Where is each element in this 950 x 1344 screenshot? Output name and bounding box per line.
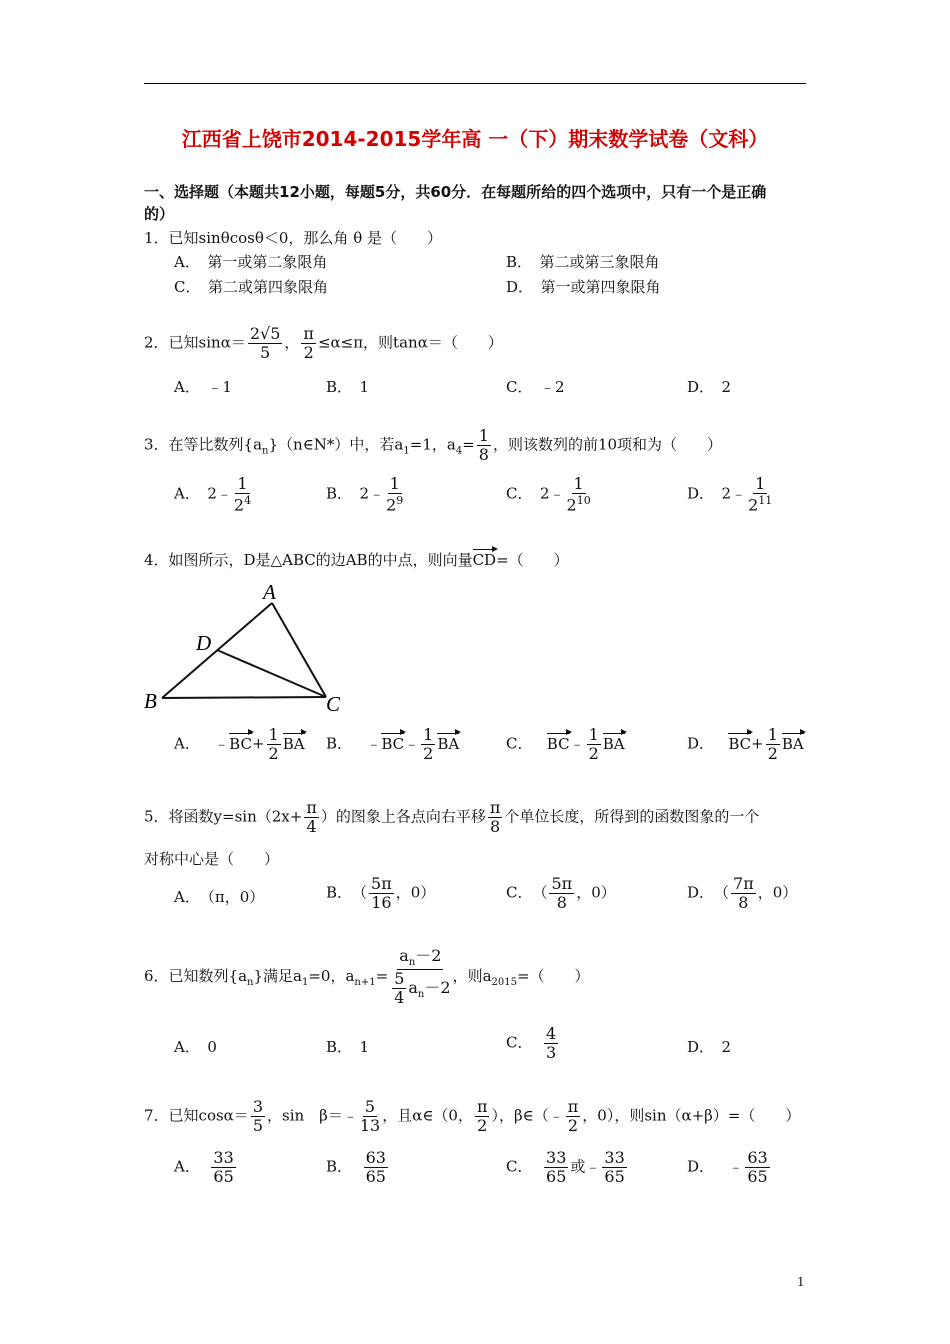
page-title: 江西省上饶市2014-2015学年高 一（下）期末数学试卷（文科）: [181, 127, 769, 151]
q3-sub-n: n: [262, 445, 269, 457]
q2-frac2-den: 2: [303, 343, 314, 362]
q4-c-label: C．: [506, 734, 533, 753]
q2-frac2-num: π: [303, 324, 314, 343]
q7-frac2-num: 5: [364, 1097, 376, 1116]
vertex-c-label: C: [326, 692, 341, 716]
section-heading-line1: 一、选择题（本题共12小题，每题5分，共60分．在每题所给的四个选项中，只有一个是正确: [144, 183, 767, 201]
q7-b-label: B．: [326, 1157, 353, 1176]
q4-option-b: [326, 727, 459, 762]
q7-frac4-num: π: [567, 1097, 579, 1116]
q7-option-c: [506, 1150, 629, 1185]
q7-option-d: [687, 1150, 772, 1185]
q4-d-plus: +: [751, 734, 764, 753]
q2-prefix: 2．已知sinα＝: [144, 333, 246, 352]
q4-b-minus2: ﹣: [404, 734, 420, 753]
q7-d-frac: [745, 1150, 769, 1185]
q5-mid: ）的图象上各点向右平移: [320, 807, 486, 826]
q6-sub-n1: n+1: [354, 977, 376, 989]
q3-a-exp: 4: [244, 494, 252, 507]
q7-c-num: 33: [546, 1148, 567, 1167]
q5-d-frac: [731, 876, 756, 911]
q3-b-exp: 9: [396, 494, 404, 507]
q5-c-den: 8: [556, 893, 567, 912]
q2-option-d: D． 2: [687, 378, 732, 396]
q7-frac2-den: 13: [359, 1116, 381, 1135]
q4-d-vec-bc: BC: [728, 734, 752, 753]
q4-a-half-num: 1: [268, 725, 279, 744]
q3-b-num: 1: [389, 474, 400, 493]
q7-frac3: [475, 1099, 490, 1134]
q6-num-rest: －2: [415, 946, 442, 965]
q3-d-den: [748, 494, 772, 513]
q2-option-c: C． ﹣2: [506, 378, 565, 396]
q7-c-den: 65: [546, 1167, 567, 1186]
q1-stem: 1．已知sinθcosθ＜0，那么角 θ 是（ ）: [144, 229, 443, 247]
q1-option-b: B． 第二或第三象限角: [506, 253, 660, 271]
q3-b-den: [386, 494, 403, 513]
q2-sep: ，: [284, 333, 300, 352]
q4-prefix: 4．如图所示，D是△ABC的边AB的中点，则向量: [144, 551, 473, 569]
q4-option-a: [174, 727, 305, 762]
q5-stem-line2: 对称中心是（ ）: [144, 850, 280, 868]
q3-a-frac: [234, 476, 251, 513]
q3-frac-den: 8: [478, 445, 489, 464]
q7-c-frac: [544, 1150, 568, 1185]
q4-vector-cd: CD: [472, 551, 497, 569]
q7-mid1: ，sin β＝﹣: [267, 1106, 358, 1125]
q6-sub-n: n: [247, 977, 254, 989]
q2-option-a: A． ﹣1: [174, 378, 232, 396]
q2-option-b: B． 1: [326, 378, 370, 396]
side-bc: [162, 697, 326, 698]
q6-rec-den: [390, 970, 450, 1006]
q6-den-coef: [392, 971, 406, 1006]
q6-num-a: a: [399, 946, 409, 965]
q5-option-a: A． （π，0）: [174, 888, 265, 906]
q3-option-a: [174, 476, 253, 513]
q3-mid2: =1，a: [409, 435, 456, 454]
q6-sub-2015: 2015: [491, 977, 517, 989]
q7-option-a: [174, 1150, 238, 1185]
page-number: 1: [797, 1275, 805, 1289]
q6-rec-num: [397, 948, 443, 970]
q4-b-half: [421, 727, 435, 762]
q3-c-pre: C． 2﹣: [506, 484, 565, 503]
q4-d-half: [766, 727, 780, 762]
q4-b-half-num: 1: [423, 725, 434, 744]
q5-b-label: B． （: [326, 883, 368, 902]
vertex-d-label: D: [196, 631, 212, 655]
q3-a-den: [234, 494, 251, 513]
q5-b-num: 5π: [371, 874, 392, 893]
q7-b-num: 63: [365, 1148, 386, 1167]
q4-c-half-num: 1: [588, 725, 599, 744]
q4-c-half: [587, 727, 601, 762]
q5-frac1-den: 4: [306, 817, 317, 836]
q5-suffix: 个单位长度，所得到的函数图象的一个: [504, 807, 760, 826]
q6-c-label: C．: [506, 1033, 533, 1052]
q6-num-sub: n: [408, 957, 416, 969]
q6-den-sub: n: [417, 989, 425, 1001]
q7-c2-den: 65: [604, 1167, 625, 1186]
q6-suffix-pre: ，则a: [452, 967, 492, 986]
q3-b-base: 2: [386, 495, 397, 515]
q5-b-tail: ，0）: [395, 883, 436, 902]
q7-frac4-den: 2: [567, 1116, 579, 1135]
vertex-a-label: A: [263, 580, 276, 604]
q7-mid2: ，且α∈（0，: [382, 1106, 473, 1125]
q4-d-half-den: 2: [767, 744, 778, 763]
q6-c-den: 3: [546, 1043, 557, 1062]
q3-d-base: 2: [748, 495, 759, 515]
q3-suffix: ，则该数列的前10项和为（ ）: [492, 435, 723, 454]
q5-stem: [144, 800, 759, 835]
q4-option-d: [687, 727, 804, 762]
q5-frac2-num: π: [489, 798, 501, 817]
q5-d-den: 8: [738, 893, 749, 912]
q2-stem: [144, 326, 503, 361]
q3-d-frac: [748, 476, 772, 513]
q6-option-c: [506, 1026, 560, 1061]
q7-prefix: 7．已知cosα＝: [144, 1106, 249, 1125]
q4-c-half-den: 2: [588, 744, 599, 763]
q6-option-b: B． 1: [326, 1038, 370, 1056]
q3-mid3: =: [462, 435, 475, 454]
q5-b-frac: [369, 876, 394, 911]
q7-a-num: 33: [213, 1148, 234, 1167]
q4-a-plus: +: [251, 734, 265, 753]
q7-frac1-den: 5: [252, 1116, 263, 1135]
q6-option-d: D． 2: [687, 1038, 732, 1056]
q6-mid1: }满足a: [253, 967, 302, 986]
q2-frac1-num: 2√5: [249, 324, 281, 343]
q1-option-d: D． 第一或第四象限角: [506, 278, 661, 296]
q6-den-a: a: [408, 978, 418, 998]
q6-mid2: =0，a: [308, 967, 355, 986]
q6-c-num: 4: [546, 1024, 557, 1043]
q3-c-exp: 10: [576, 494, 591, 507]
q6-sub-1: 1: [301, 977, 309, 989]
q3-b-pre: B． 2﹣: [326, 484, 385, 503]
q7-frac3-num: π: [476, 1097, 488, 1116]
section-heading-line2: 的）: [144, 205, 175, 223]
q2-mid: ≤α≤π，则tanα＝（ ）: [317, 333, 503, 352]
q6-den-coef-den: 4: [394, 988, 405, 1008]
q6-mid3: =: [375, 967, 389, 986]
q7-a-label: A．: [174, 1157, 200, 1176]
q5-d-num: 7π: [733, 874, 754, 893]
q4-b-label: B．: [326, 734, 353, 753]
q3-a-num: 1: [237, 474, 248, 493]
q4-b-minus: ﹣: [366, 734, 382, 753]
q5-c-label: C． （: [506, 883, 548, 902]
q6-prefix: 6．已知数列{a: [144, 967, 248, 986]
q5-frac1: [304, 800, 319, 835]
q5-frac1-num: π: [306, 798, 317, 817]
q5-d-label: D． （: [687, 883, 730, 902]
q4-c-vec-ba: BA: [602, 734, 625, 753]
q7-c-label: C．: [506, 1157, 533, 1176]
q4-a-half-den: 2: [268, 744, 279, 763]
q7-frac1-num: 3: [252, 1097, 263, 1116]
q3-d-num: 1: [755, 474, 766, 493]
q4-a-label: A．: [174, 734, 200, 753]
q7-stem: [144, 1099, 800, 1134]
q3-c-frac: [567, 476, 591, 513]
q6-option-a: A． 0: [174, 1038, 217, 1056]
q7-d-den: 65: [747, 1167, 768, 1186]
q3-c-num: 1: [573, 474, 584, 493]
triangle-figure: [140, 580, 350, 720]
q3-sub-1: 1: [403, 445, 410, 457]
q4-a-half: [267, 727, 281, 762]
q7-frac2: [360, 1099, 380, 1134]
q3-d-pre: D． 2﹣: [687, 484, 747, 503]
q4-d-half-num: 1: [767, 725, 778, 744]
q6-stem: [144, 948, 590, 1006]
q6-suffix: =（ ）: [516, 967, 590, 986]
q3-c-base: 2: [566, 495, 577, 515]
q3-d-exp: 11: [758, 494, 773, 507]
q7-a-frac: [211, 1150, 235, 1185]
q7-c2-num: 33: [604, 1148, 625, 1167]
q5-b-den: 16: [371, 893, 392, 912]
q3-b-frac: [386, 476, 403, 513]
q7-c-frac2: [602, 1150, 626, 1185]
q4-a-vec-ba: BA: [282, 734, 305, 753]
q4-d-label: D．: [687, 734, 715, 753]
q7-option-b: [326, 1150, 390, 1185]
q7-d-label: D．: [687, 1157, 715, 1176]
q5-frac2-den: 8: [490, 817, 501, 836]
q7-mid3: ），β∈（﹣: [491, 1106, 564, 1125]
q4-a-minus: ﹣: [214, 734, 230, 753]
q5-frac2: [488, 800, 503, 835]
q4-c-vec-bc: BC: [546, 734, 570, 753]
q3-frac: [477, 428, 491, 463]
q7-frac4: [566, 1099, 581, 1134]
q3-mid1: }（n∈N*）中，若a: [268, 435, 404, 454]
q4-c-minus: ﹣: [569, 734, 585, 753]
q5-option-b: [326, 876, 435, 911]
header-rule: [144, 83, 806, 84]
q5-c-frac: [549, 876, 574, 911]
q7-frac1: [251, 1099, 265, 1134]
q7-c-or: 或﹣: [570, 1157, 601, 1176]
q6-c-frac: [544, 1026, 558, 1061]
q3-frac-num: 1: [478, 426, 489, 445]
q4-b-vec-bc: BC: [381, 734, 405, 753]
q7-suffix: ，0），则sin（α+β）=（ ）: [582, 1106, 801, 1125]
q7-b-den: 65: [365, 1167, 386, 1186]
q3-option-c: [506, 476, 593, 513]
q1-option-a: A． 第一或第二象限角: [174, 253, 328, 271]
q2-frac-pi2: [301, 326, 316, 361]
q4-b-half-den: 2: [423, 744, 434, 763]
q5-c-num: 5π: [551, 874, 573, 893]
q5-option-d: [687, 876, 797, 911]
q3-option-b: [326, 476, 405, 513]
q5-option-c: [506, 876, 616, 911]
q5-prefix: 5．将函数y=sin（2x+: [144, 807, 303, 826]
q4-a-vec-bc: BC: [229, 734, 252, 753]
q3-stem: [144, 428, 722, 463]
q4-d-vec-ba: BA: [781, 734, 804, 753]
q3-sub-4: 4: [455, 445, 463, 457]
segment-dc: [217, 650, 326, 697]
q4-b-vec-ba: BA: [437, 734, 460, 753]
q5-c-tail: ，0）: [576, 883, 616, 902]
q6-den-rest: －2: [424, 978, 451, 998]
q7-b-frac: [364, 1150, 388, 1185]
q3-a-base: 2: [233, 495, 245, 515]
q7-d-num: 63: [747, 1148, 768, 1167]
q4-suffix: =（ ）: [496, 551, 569, 569]
q2-frac-sinval: [248, 326, 283, 361]
q6-den-coef-num: 5: [394, 969, 405, 989]
q4-stem: [144, 550, 569, 570]
q3-prefix: 3．在等比数列{a: [144, 435, 263, 454]
vertex-b-label: B: [144, 689, 157, 713]
q7-a-den: 65: [213, 1167, 234, 1186]
q2-frac1-den: 5: [260, 343, 271, 362]
q3-c-den: [567, 494, 591, 513]
q5-d-tail: ，0）: [757, 883, 798, 902]
q7-d-minus: ﹣: [728, 1157, 744, 1176]
side-ac: [272, 603, 326, 697]
q3-a-pre: A． 2﹣: [174, 484, 232, 503]
q7-frac3-den: 2: [477, 1116, 488, 1135]
q1-option-c: C． 第二或第四象限角: [174, 278, 328, 296]
q3-option-d: [687, 476, 774, 513]
q4-option-c: [506, 727, 625, 762]
q6-recurrence-frac: [390, 948, 450, 1006]
